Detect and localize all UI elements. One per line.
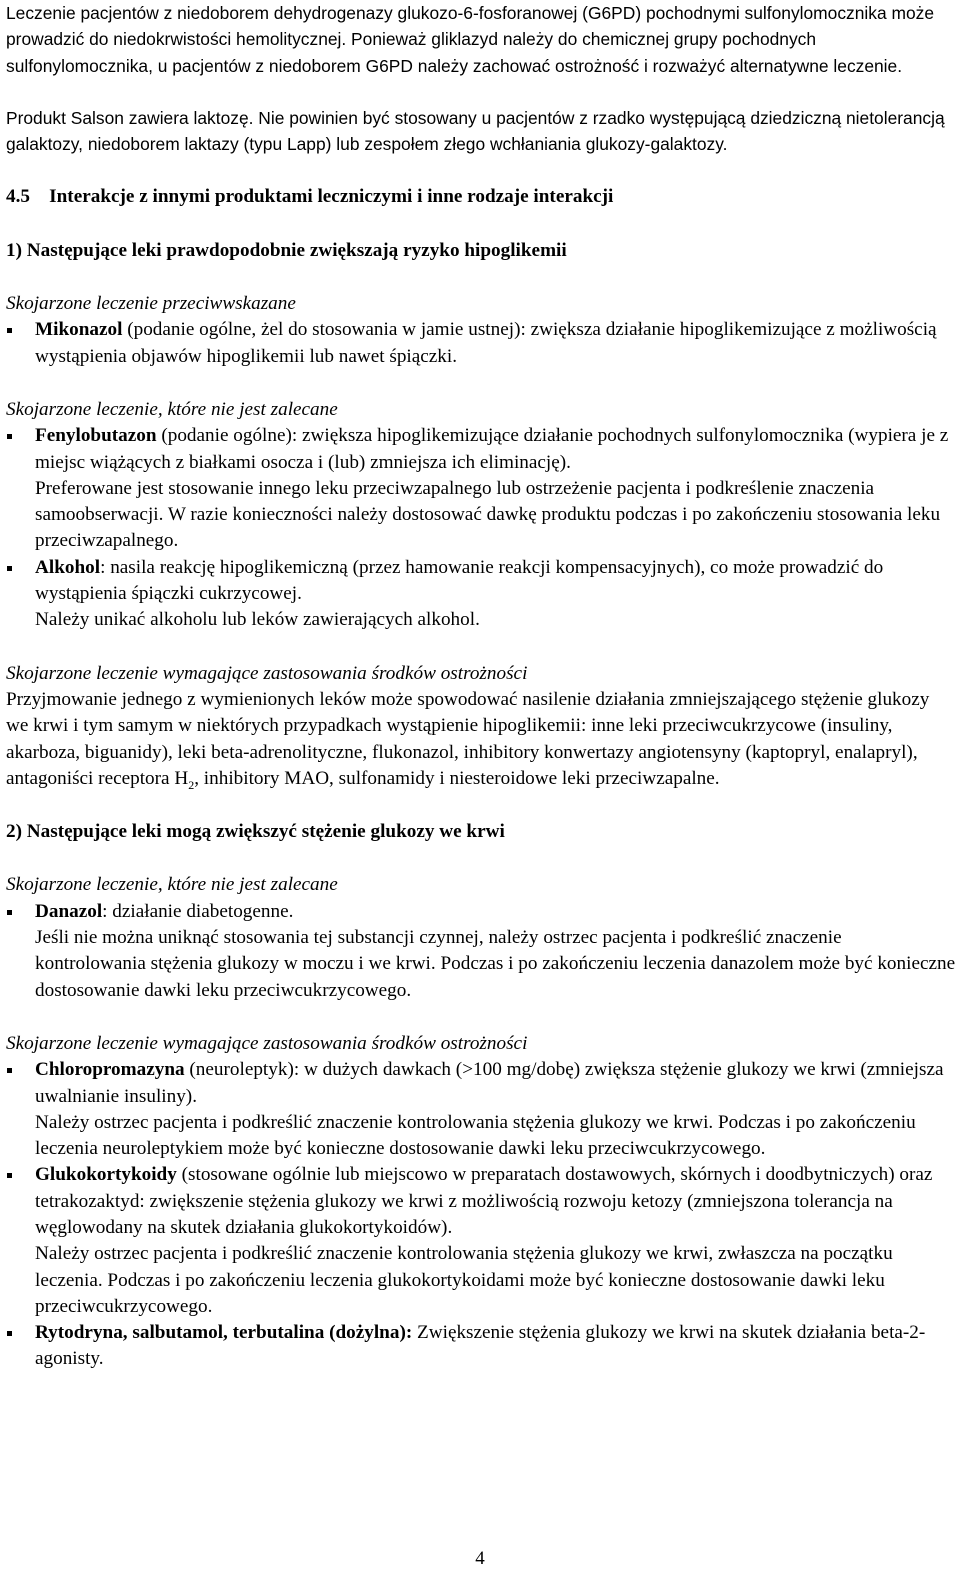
g6pd-paragraph: Leczenie pacjentów z niedoborem dehydrogenazy glukozo-6-fosforanowej (G6PD) pochodnymi sulfonylomocznika może prowadzić do niedokrwistości hemolitycznej. Ponieważ gliklazyd należy do chemicznej grupy pochodnych sulfonylomocznika, u pacjentów z niedoborem G6PD należy zachować ostrożność i rozważyć alternatywne leczenie. [6,3,934,76]
document-page [6,0,956,1373]
part1-not-recommended-list [6,423,956,476]
list-item-chloropromazyna [6,1057,956,1110]
drug-name: Rytodryna, salbutamol, terbutalina (dożylna): [35,1322,413,1344]
danazol-note: Jeśli nie można uniknąć stosowania tej substancji czynnej, należy ostrzec pacjenta i podkreślić znaczenie kontrolowania stężenia glukozy w moczu i we krwi. Podczas i po zakończeniu leczenia danazolem może być konieczne dostosowanie dawki leku przeciwcukrzycowego. [35,927,956,1001]
part1-caution-paragraph: Przyjmowanie jednego z wymienionych leków może spowodować nasilenie działania zmniejszającego stężenie glukozy we krwi i tym samym w niektórych przypadkach wystąpienie hipoglikemii: inne leki przeciwcukrzycowe (insuliny, akarboza, biguanidy), leki beta-adrenolityczne, flukonazol, inhibitory konwertazy angiotensyny (kaptopryl, enalapryl), antagoniści receptora $H_2$, inhibitory MAO, sulfonamidy i niesteroidowe leki przeciwzapalne. [6,688,930,792]
part2-not-recommended-subheading: Skojarzone leczenie, które nie jest zalecane [6,874,338,896]
drug-name: Fenylobutazon [35,425,157,447]
drug-description: (stosowane ogólnie lub miejscowo w preparatach dostawowych, skórnych i doodbytniczych) oraz tetrakozaktyd: zwiększenie stężenia glukozy we krwi z możliwością rozwoju ketozy (zmniejszona tolerancja na węglowodany na skutek działania glukokortykoidów). [35,1164,933,1238]
part1-not-recommended-subheading: Skojarzone leczenie, które nie jest zalecane [6,398,338,420]
drug-description: : działanie diabetogenne. [102,900,294,922]
part1-contraindicated-list [6,317,956,370]
chloropromazyna-note: Należy ostrzec pacjenta i podkreślić znaczenie kontrolowania stężenia glukozy we krwi. Podczas i po zakończeniu leczenia neuroleptykiem może być konieczne dostosowanie dawki leku przeciwcukrzycowego. [35,1111,916,1160]
page-number: 4 [475,1548,485,1569]
drug-description: (neuroleptyk): w dużych dawkach (>100 mg/dobę) zwiększa stężenie glukozy we krwi (zmniejsza uwalnianie insuliny). [35,1059,944,1107]
list-item-fenylobutazon [6,423,956,476]
subscript: 2 [188,777,195,792]
part1-caution-subheading: Skojarzone leczenie wymagające zastosowania środków ostrożności [6,662,528,684]
drug-description: : nasila reakcję hipoglikemiczną (przez hamowanie reakcji kompensacyjnych), co może prowadzić do wystąpienia śpiączki cukrzycowej. [35,556,884,605]
part2-heading: 2) Następujące leki mogą zwiększyć stężenie glukozy we krwi [6,821,505,843]
list-item-mikonazol [6,317,956,370]
part1-contraindicated-subheading: Skojarzone leczenie przeciwwskazane [6,293,296,315]
alkohol-note: Należy unikać alkoholu lub leków zawierających alkohol. [35,609,480,631]
drug-name: Mikonazol [35,319,123,341]
part1-heading: 1) Następujące leki prawdopodobnie zwiększają ryzyko hipoglikemii [6,239,567,261]
list-item-danazol [6,899,956,925]
section-number: 4.5 [6,186,30,208]
list-item-glukokortykoidy [6,1162,956,1241]
drug-name: Glukokortykoidy [35,1164,177,1186]
section-title: Interakcje z innymi produktami leczniczymi i inne rodzaje interakcji [49,186,614,208]
drug-description: (podanie ogólne, żel do stosowania w jamie ustnej): zwiększa działanie hipoglikemizujące z możliwością wystąpienia objawów hipoglikemii lub nawet śpiączki. [35,319,937,367]
drug-name: Alkohol [35,556,101,578]
drug-name: Chloropromazyna [35,1059,185,1081]
drug-description: Zwiększenie stężenia glukozy we krwi na skutek działania beta-2-agonisty. [35,1322,926,1370]
list-item-alkohol [6,555,956,608]
fenylobutazon-note: Preferowane jest stosowanie innego leku przeciwzapalnego lub ostrzeżenie pacjenta i podkreślenie znaczenia samoobserwacji. W razie konieczności należy dostosować dawkę produktu podczas i po zakończeniu stosowania leku przeciwzapalnego. [35,477,941,552]
drug-description: (podanie ogólne): zwiększa hipoglikemizujące działanie pochodnych sulfonylomocznika (wypiera je z miejsc wiążących z białkami osocza i (lub) zmniejsza ich eliminację). [35,425,949,473]
section-heading [6,184,956,210]
list-item-rytodryna [6,1320,956,1373]
lactose-paragraph: Produkt Salson zawiera laktozę. Nie powinien być stosowany u pacjentów z rzadko występującą dziedziczną nietolerancją galaktozy, niedoborem laktazy (typu Lapp) lub zespołem złego wchłaniania glukozy-galaktozy. [6,107,945,155]
drug-name: Danazol [35,900,103,922]
part2-caution-subheading: Skojarzone leczenie wymagające zastosowania środków ostrożności [6,1032,528,1054]
glukokortykoidy-note: Należy ostrzec pacjenta i podkreślić znaczenie kontrolowania stężenia glukozy we krwi, zwłaszcza na początku leczenia. Podczas i po zakończeniu leczenia glukokortykoidami może być konieczne dostosowanie dawki leku przeciwcukrzycowego. [35,1243,893,1317]
